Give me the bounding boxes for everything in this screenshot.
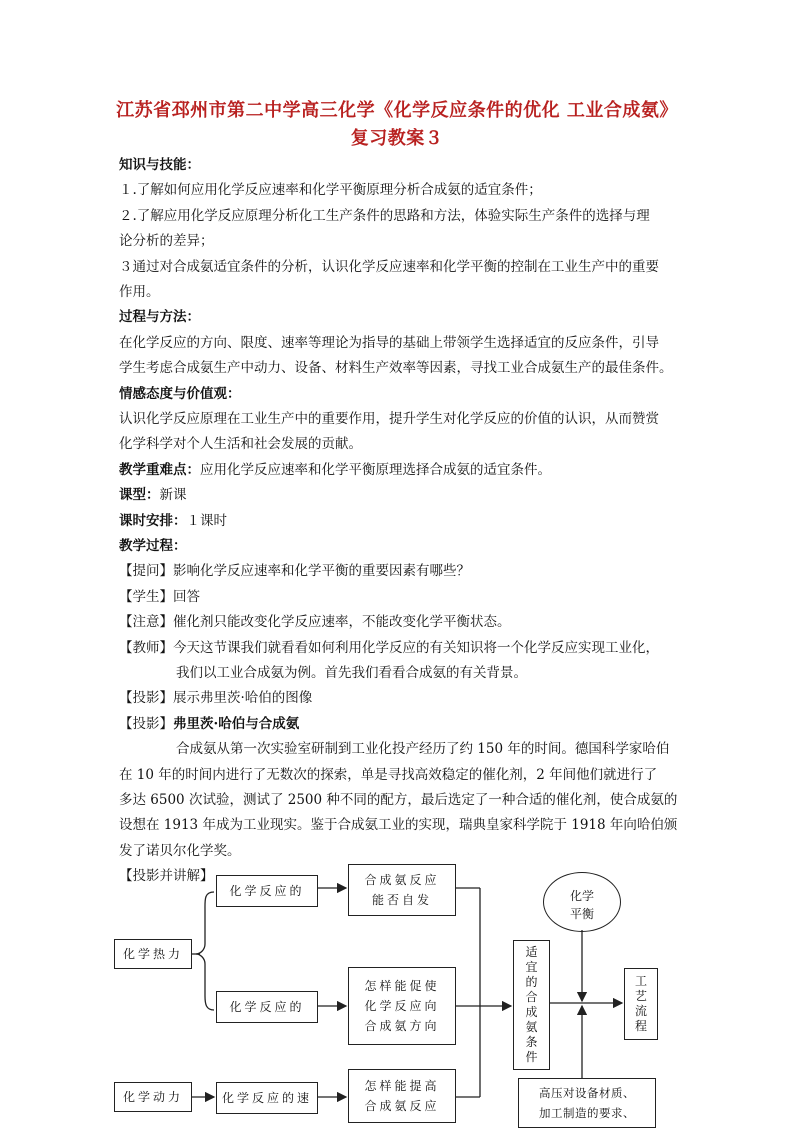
equilibrium-shift-box: 怎样能促使 化学反应向 合成氨方向: [348, 967, 456, 1045]
text-line: 过程与方法：: [119, 309, 200, 326]
text-line: 论分析的差异；: [119, 233, 214, 250]
text-line: 【提问】影响化学反应速率和化学平衡的重要因素有哪些？: [119, 563, 470, 580]
text-line: 化学科学对个人生活和社会发展的贡献。: [119, 436, 362, 453]
text-line: 【投影】展示弗里茨·哈伯的图像: [119, 690, 313, 707]
flow-diagram: [0, 860, 794, 1123]
text-line: 在 10 年的时间内进行了无数次的探索，单是寻找高效稳定的催化剂，2 年间他们就进行了: [119, 766, 658, 783]
text-line: 发了诺贝尔化学奖。: [119, 842, 241, 859]
process-flow-box: 工 艺 流 程: [624, 968, 658, 1040]
line-text: 新课: [159, 487, 187, 504]
text-line: 作用。: [119, 284, 160, 300]
text-line: 学生考虑合成氨生产中动力、设备、材料生产效率等因素，寻找工业合成氨生产的最佳条件。: [119, 360, 673, 377]
document-subtitle: 复习教案３: [350, 128, 444, 149]
line-label: 教学重难点：: [119, 461, 200, 478]
text-line: 多达 6500 次试验，测试了 2500 种不同的配方，最后选定了一种合适的催化剂，使合成氨的: [119, 792, 678, 808]
line-label: 课型：: [119, 487, 160, 504]
text-line: 我们以工业合成氨为例。首先我们看看合成氨的有关背景。: [176, 665, 527, 681]
equipment-requirement-box: 高压对设备材质、 加工制造的要求、: [518, 1078, 656, 1128]
rate-improve-box: 怎样能提高 合成氨反应: [348, 1069, 456, 1123]
thermo-box: 化学热力: [114, 939, 192, 969]
text-line: ３通过对合成氨适宜条件的分析，认识化学反应速率和化学平衡的控制在工业生产中的重要: [119, 258, 659, 275]
text-line: 知识与技能：: [119, 157, 200, 173]
optimal-conditions-box: 适 宜 的 合 成 氨 条 件: [513, 940, 550, 1070]
text-line: [119, 511, 679, 531]
line-text: 应用化学反应速率和化学平衡原理选择合成氨的适宜条件。: [200, 461, 551, 478]
text-line: 【注意】催化剂只能改变化学反应速率，不能改变化学平衡状态。: [119, 614, 511, 631]
line-label: 课时安排：: [119, 512, 187, 529]
line-text: 【投影】: [119, 715, 173, 732]
text-line: ２.了解应用化学反应原理分析化工生产条件的思路和方法，体验实际生产条件的选择与理: [119, 207, 650, 224]
reaction-limit-box: 化学反应的: [216, 991, 318, 1023]
line-heading: 弗里茨·哈伯与合成氨: [173, 715, 300, 732]
text-line: [119, 460, 679, 480]
text-line: 认识化学反应原理在工业生产中的重要作用，提升学生对化学反应的价值的认识，从而赞赏: [119, 411, 659, 427]
reaction-direction-box: 化学反应的: [216, 875, 318, 907]
text-line: 在化学反应的方向、限度、速率等理论为指导的基础上带领学生选择适宜的反应条件，引导: [119, 334, 659, 351]
text-line: [119, 485, 679, 505]
text-line: 情感态度与价值观：: [119, 385, 241, 402]
equilibrium-circle: 化学 平衡: [543, 872, 621, 932]
text-line: 设想在 1913 年成为工业现实。鉴于合成氨工业的实现，瑞典皇家科学院于 1918 年向哈伯颁: [119, 817, 678, 834]
reaction-rate-box: 化学反应的速: [216, 1082, 318, 1114]
dynamics-box: 化学动力: [114, 1082, 192, 1112]
text-line: 【教师】今天这节课我们就看看如何利用化学反应的有关知识将一个化学反应实现工业化，: [119, 639, 659, 656]
text-line: [119, 714, 679, 734]
text-line: 【投影并讲解】: [119, 868, 214, 885]
text-line: 教学过程：: [119, 538, 187, 554]
spontaneity-box: 合成氨反应 能否自发: [348, 864, 456, 916]
text-line: 【学生】回答: [119, 588, 200, 605]
text-line: １.了解如何应用化学反应速率和化学平衡原理分析合成氨的适宜条件；: [119, 182, 542, 199]
text-line: 合成氨从第一次实验室研制到工业化投产经历了约 150 年的时间。德国科学家哈伯: [176, 741, 670, 758]
line-text: １课时: [186, 512, 227, 529]
document-title: 江苏省邳州市第二中学高三化学《化学反应条件的优化 工业合成氨》: [116, 100, 678, 121]
